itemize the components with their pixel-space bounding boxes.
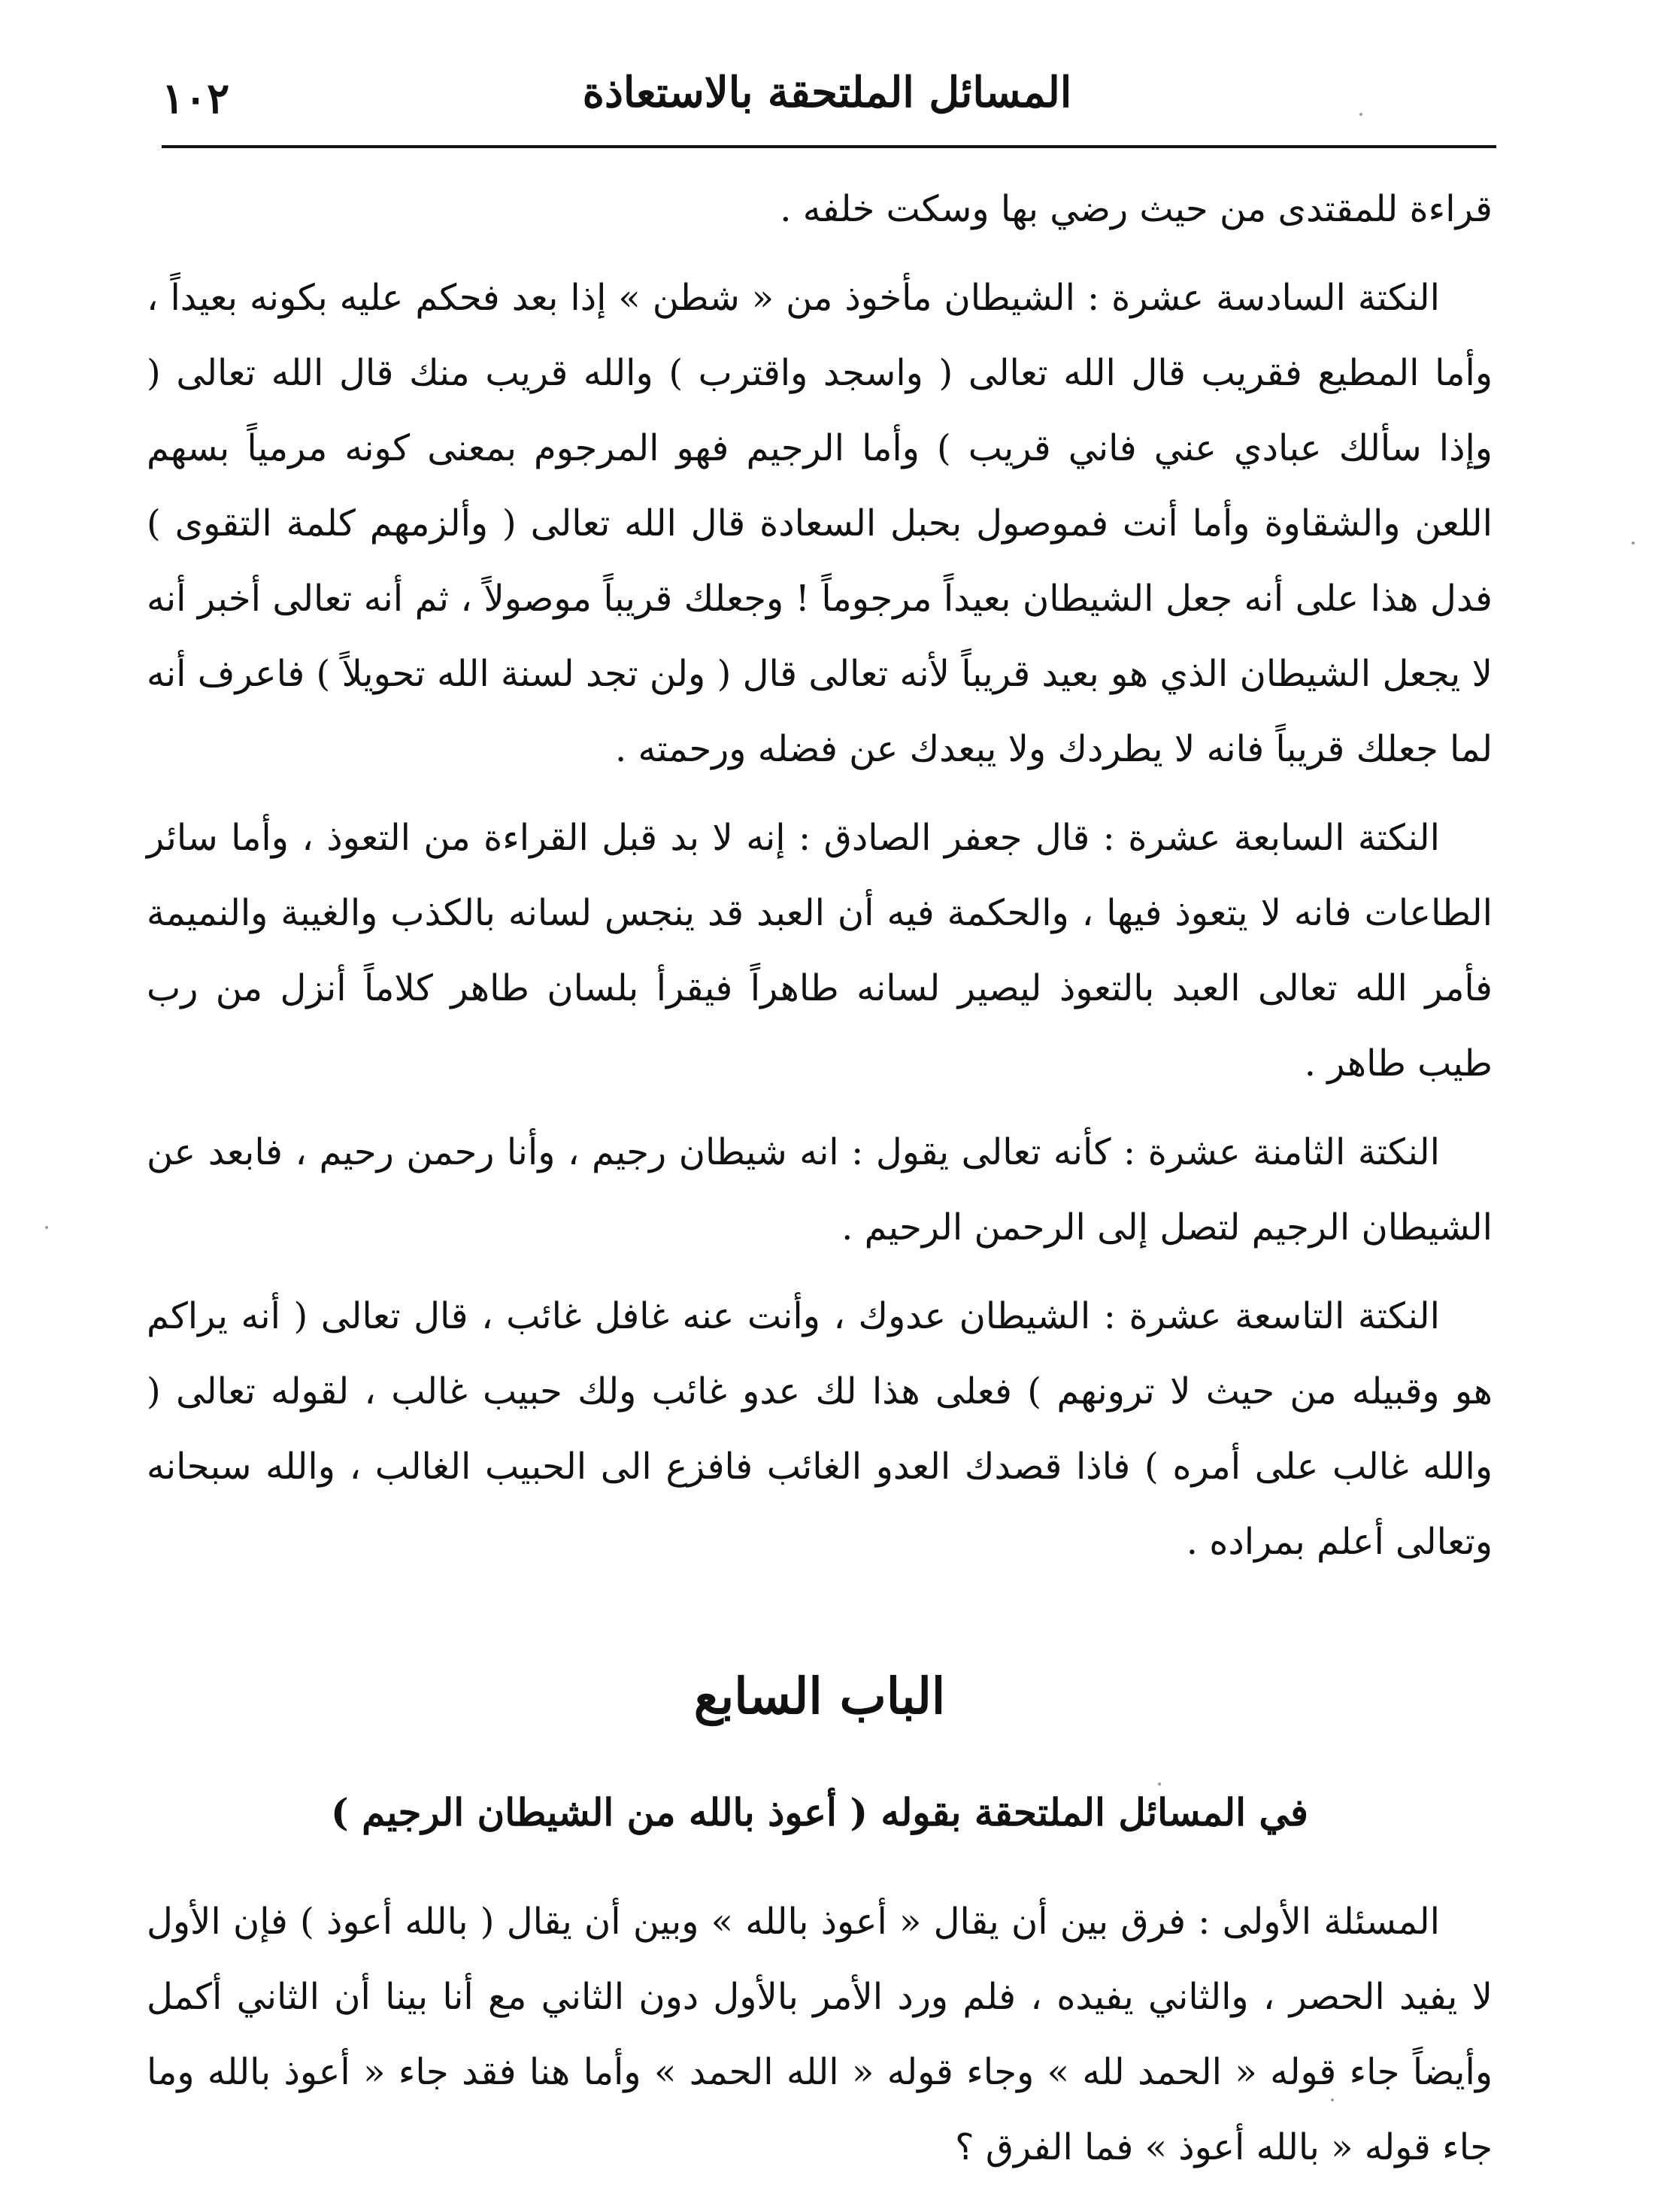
scan-speck: [45, 1226, 48, 1229]
paragraph-nukta-17: النكتة السابعة عشرة : قال جعفر الصادق : إنه لا بد قبل القراءة من التعوذ ، وأما سائر الطاعات فانه لا يتعوذ فيها ، والحكمة فيه أن العبد قد ينجس لسانه بالكذب والغيبة والنميمة فأمر الله تعالى العبد بالتعوذ ليصير لسانه طاهراً فيقرأ بلسان طاهر كلاماً أنزل من رب طيب طاهر .: [147, 817, 1493, 1085]
header-rule: [162, 145, 1496, 148]
scan-speck: [1331, 2098, 1334, 2101]
running-title: المسائل الملتحقة بالاستعاذة: [582, 68, 1072, 117]
page-number: ١٠٢: [162, 74, 230, 123]
page-body: [147, 171, 1493, 2198]
scan-speck: [1632, 542, 1635, 545]
chapter-title: الباب السابع: [693, 1667, 946, 1725]
paragraph-nukta-16: النكتة السادسة عشرة : الشيطان مأخوذ من « شطن » إذا بعد فحكم عليه بكونه بعيداً ، وأما المطيع فقريب قال الله تعالى ( واسجد واقترب ) والله قريب منك قال الله تعالى ( وإذا سألك عبادي عني فاني قريب ) وأما الرجيم فهو المرجوم بمعنى كونه مرمياً بسهم اللعن والشقاوة وأما أنت فموصول بحبل السعادة قال الله تعالى ( وألزمهم كلمة التقوى ) فدل هذا على أنه جعل الشيطان بعيداً مرجوماً ! وجعلك قريباً موصولاً ، ثم أنه تعالى أخبر أنه لا يجعل الشيطان الذي هو بعيد قريباً لأنه تعالى قال ( ولن تجد لسنة الله تحويلاً ) فاعرف أنه لما جعلك قريباً فانه لا يطردك ولا يبعدك عن فضله ورحمته .: [147, 277, 1493, 770]
paragraph-nukta-19: النكتة التاسعة عشرة : الشيطان عدوك ، وأنت عنه غافل غائب ، قال تعالى ( أنه يراكم هو وقبيله من حيث لا ترونهم ) فعلى هذا لك عدو غائب ولك حبيب غالب ، لقوله تعالى ( والله غالب على أمره ) فاذا قصدك العدو الغائب فافزع الى الحبيب الغالب ، والله سبحانه وتعالى أعلم بمراده .: [147, 1295, 1493, 1563]
page-header: [162, 68, 1493, 150]
paragraph-masala-1: المسئلة الأولى : فرق بين أن يقال « أعوذ بالله » وبين أن يقال ( بالله أعوذ ) فإن الأول لا يفيد الحصر ، والثاني يفيده ، فلم ورد الأمر بالأول دون الثاني مع أنا بينا أن الثاني أكمل وأيضاً جاء قوله « الحمد لله » وجاء قوله « الله الحمد » وأما هنا فقد جاء « أعوذ بالله وما جاء قوله « بالله أعوذ » فما الفرق ؟: [147, 1901, 1493, 2168]
chapter-subtitle: في المسائل الملتحقة بقوله ( أعوذ بالله من الشيطان الرجيم ): [331, 1790, 1308, 1834]
scan-speck: [1158, 1783, 1161, 1786]
paragraph-nukta-18: النكتة الثامنة عشرة : كأنه تعالى يقول : انه شيطان رجيم ، وأنا رحمن رحيم ، فابعد عن الشيطان الرجيم لتصل إلى الرحمن الرحيم .: [147, 1131, 1493, 1249]
paragraph-continuation: قراءة للمقتدى من حيث رضي بها وسكت خلفه .: [780, 188, 1493, 230]
scan-speck: [1359, 113, 1362, 116]
